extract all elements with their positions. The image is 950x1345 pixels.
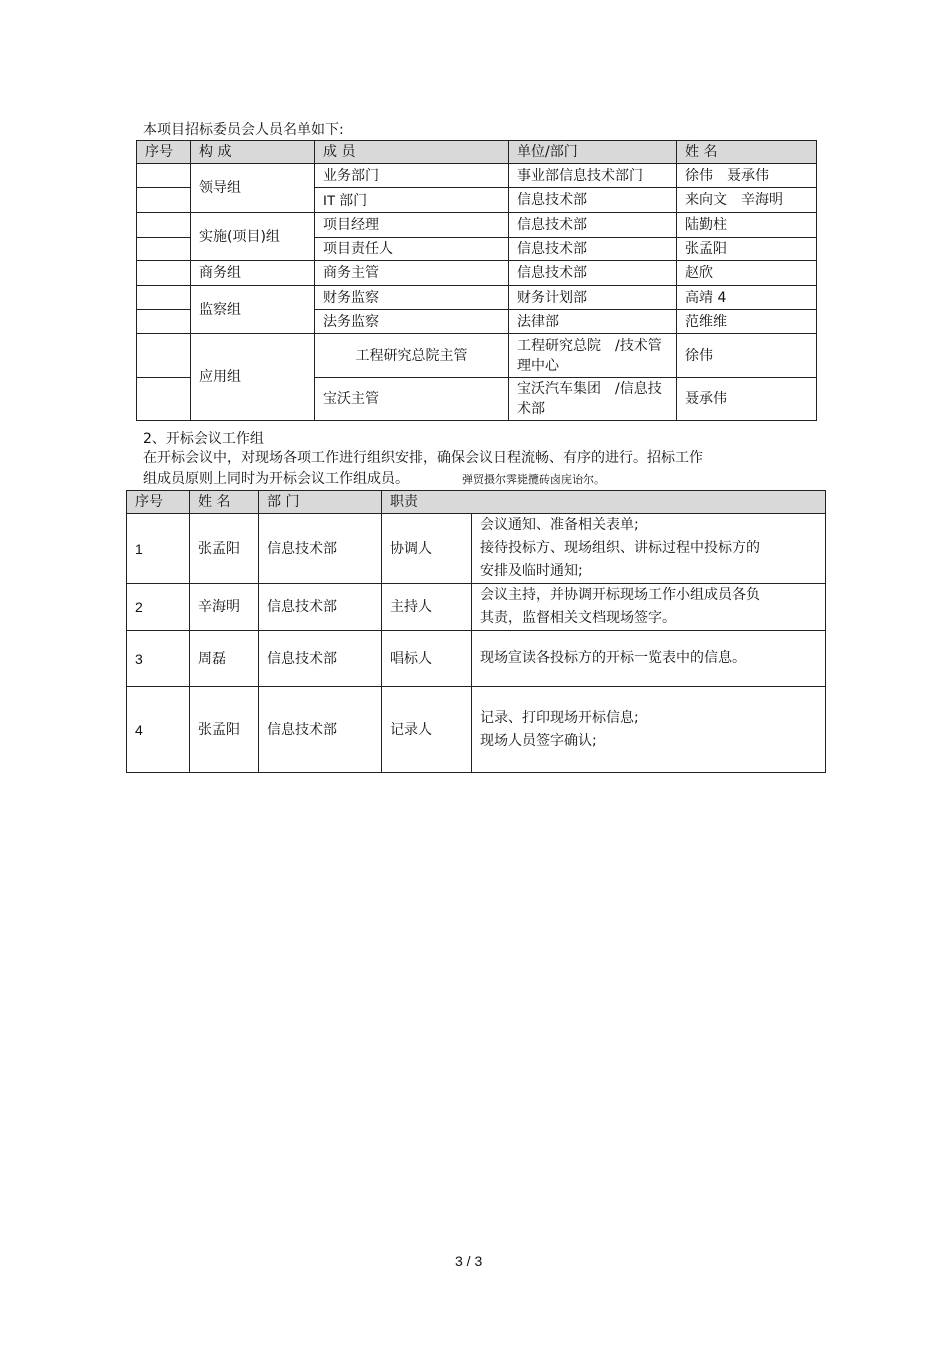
- member-unit: 财务计划部: [509, 286, 677, 310]
- person-role: 协调人: [382, 514, 472, 584]
- member-name: 聂承伟: [677, 378, 817, 421]
- duty-line: 会议主持，并协调开标现场工作小组成员各负: [480, 587, 760, 603]
- group-name: 领导组: [191, 164, 315, 213]
- duty-line: 接待投标方、现场组织、讲标过程中投标方的: [480, 540, 760, 556]
- workgroup-table: [126, 490, 826, 773]
- member-unit: 宝沃汽车集团 /信息技术部: [509, 378, 677, 421]
- member-name: 范维维: [677, 310, 817, 334]
- row-no: 4: [127, 687, 190, 773]
- row-no: [137, 213, 191, 238]
- header-name: 姓 名: [677, 141, 817, 164]
- row-no: [137, 378, 191, 421]
- table-row: [127, 514, 826, 584]
- duty-line: 记录、打印现场开标信息;: [480, 709, 639, 726]
- header-duty: 职责: [382, 491, 826, 514]
- row-no: [137, 286, 191, 310]
- workgroup-header-row: [127, 491, 826, 514]
- member-name: 赵欣: [677, 261, 817, 286]
- member-name: 高靖 4: [677, 286, 817, 310]
- header-no: 序号: [137, 141, 191, 164]
- member-role: 商务主管: [315, 261, 509, 286]
- member-unit: 信息技术部: [509, 188, 677, 213]
- member-role: 项目经理: [315, 213, 509, 238]
- table-row: [137, 164, 817, 188]
- table-row: [127, 687, 826, 773]
- duty-line: 现场人员签字确认;: [480, 732, 597, 749]
- committee-header-row: [137, 141, 817, 164]
- person-name: 张孟阳: [190, 514, 259, 584]
- row-no: [137, 261, 191, 286]
- member-name: 来向文 辛海明: [677, 188, 817, 213]
- header-dept: 部 门: [259, 491, 382, 514]
- row-no: [137, 188, 191, 213]
- member-role: 财务监察: [315, 286, 509, 310]
- person-name: 周磊: [190, 631, 259, 687]
- table-row: [127, 631, 826, 687]
- person-name: 辛海明: [190, 584, 259, 631]
- table-row: [137, 261, 817, 286]
- table-row: [137, 213, 817, 238]
- duty-line: 现场宣读各投标方的开标一览表中的信息。: [480, 650, 746, 666]
- duty-line: 安排及临时通知;: [480, 563, 583, 579]
- member-unit: 信息技术部: [509, 261, 677, 286]
- person-duties: [472, 514, 826, 584]
- member-unit: 信息技术部: [509, 238, 677, 261]
- member-role: IT 部门: [315, 188, 509, 213]
- table-row: [137, 286, 817, 310]
- garbled-text: 弹贸摄尔霁毙攬砖卤庑诒尔。: [462, 473, 605, 486]
- person-role: 主持人: [382, 584, 472, 631]
- member-role: 业务部门: [315, 164, 509, 188]
- header-member: 成 员: [315, 141, 509, 164]
- duty-line: 其责，监督相关文档现场签字。: [480, 610, 676, 626]
- member-unit: 信息技术部: [509, 213, 677, 238]
- member-unit: 工程研究总院 /技术管理中心: [509, 334, 677, 378]
- row-no: 2: [127, 584, 190, 631]
- person-duties: [472, 584, 826, 631]
- member-role: 项目责任人: [315, 238, 509, 261]
- group-name: 监察组: [191, 286, 315, 334]
- person-role: 记录人: [382, 687, 472, 773]
- table-row: [137, 334, 817, 378]
- section-paragraph-line1: 在开标会议中，对现场各项工作进行组织安排，确保会议日程流畅、有序的进行。招标工作: [143, 450, 703, 466]
- header-name: 姓 名: [190, 491, 259, 514]
- person-duties: [472, 631, 826, 687]
- row-no: [137, 334, 191, 378]
- row-no: 1: [127, 514, 190, 584]
- member-unit: 事业部信息技术部门: [509, 164, 677, 188]
- person-role: 唱标人: [382, 631, 472, 687]
- row-no: [137, 238, 191, 261]
- page-number: 3 / 3: [455, 1253, 483, 1269]
- row-no: 3: [127, 631, 190, 687]
- header-composition: 构 成: [191, 141, 315, 164]
- intro-text: 本项目招标委员会人员名单如下:: [143, 122, 344, 138]
- row-no: [137, 310, 191, 334]
- member-role: 法务监察: [315, 310, 509, 334]
- person-dept: 信息技术部: [259, 514, 382, 584]
- person-name: 张孟阳: [190, 687, 259, 773]
- person-dept: 信息技术部: [259, 687, 382, 773]
- person-dept: 信息技术部: [259, 631, 382, 687]
- member-role: 工程研究总院主管: [315, 334, 509, 378]
- person-dept: 信息技术部: [259, 584, 382, 631]
- table-row: [127, 584, 826, 631]
- section-paragraph-line2: 组成员原则上同时为开标会议工作组成员。: [143, 471, 409, 487]
- group-name: 应用组: [191, 334, 315, 421]
- member-name: 陆勤柱: [677, 213, 817, 238]
- committee-table: [136, 140, 817, 421]
- header-unit: 单位/部门: [509, 141, 677, 164]
- member-role: 宝沃主管: [315, 378, 509, 421]
- group-name: 商务组: [191, 261, 315, 286]
- row-no: [137, 164, 191, 188]
- header-no: 序号: [127, 491, 190, 514]
- group-name: 实施(项目)组: [191, 213, 315, 261]
- member-unit: 法律部: [509, 310, 677, 334]
- duty-line: 会议通知、准备相关表单;: [480, 517, 639, 533]
- person-duties: [472, 687, 826, 773]
- member-name: 徐伟 聂承伟: [677, 164, 817, 188]
- member-name: 张孟阳: [677, 238, 817, 261]
- member-name: 徐伟: [677, 334, 817, 378]
- section-heading: 2、开标会议工作组: [143, 431, 264, 447]
